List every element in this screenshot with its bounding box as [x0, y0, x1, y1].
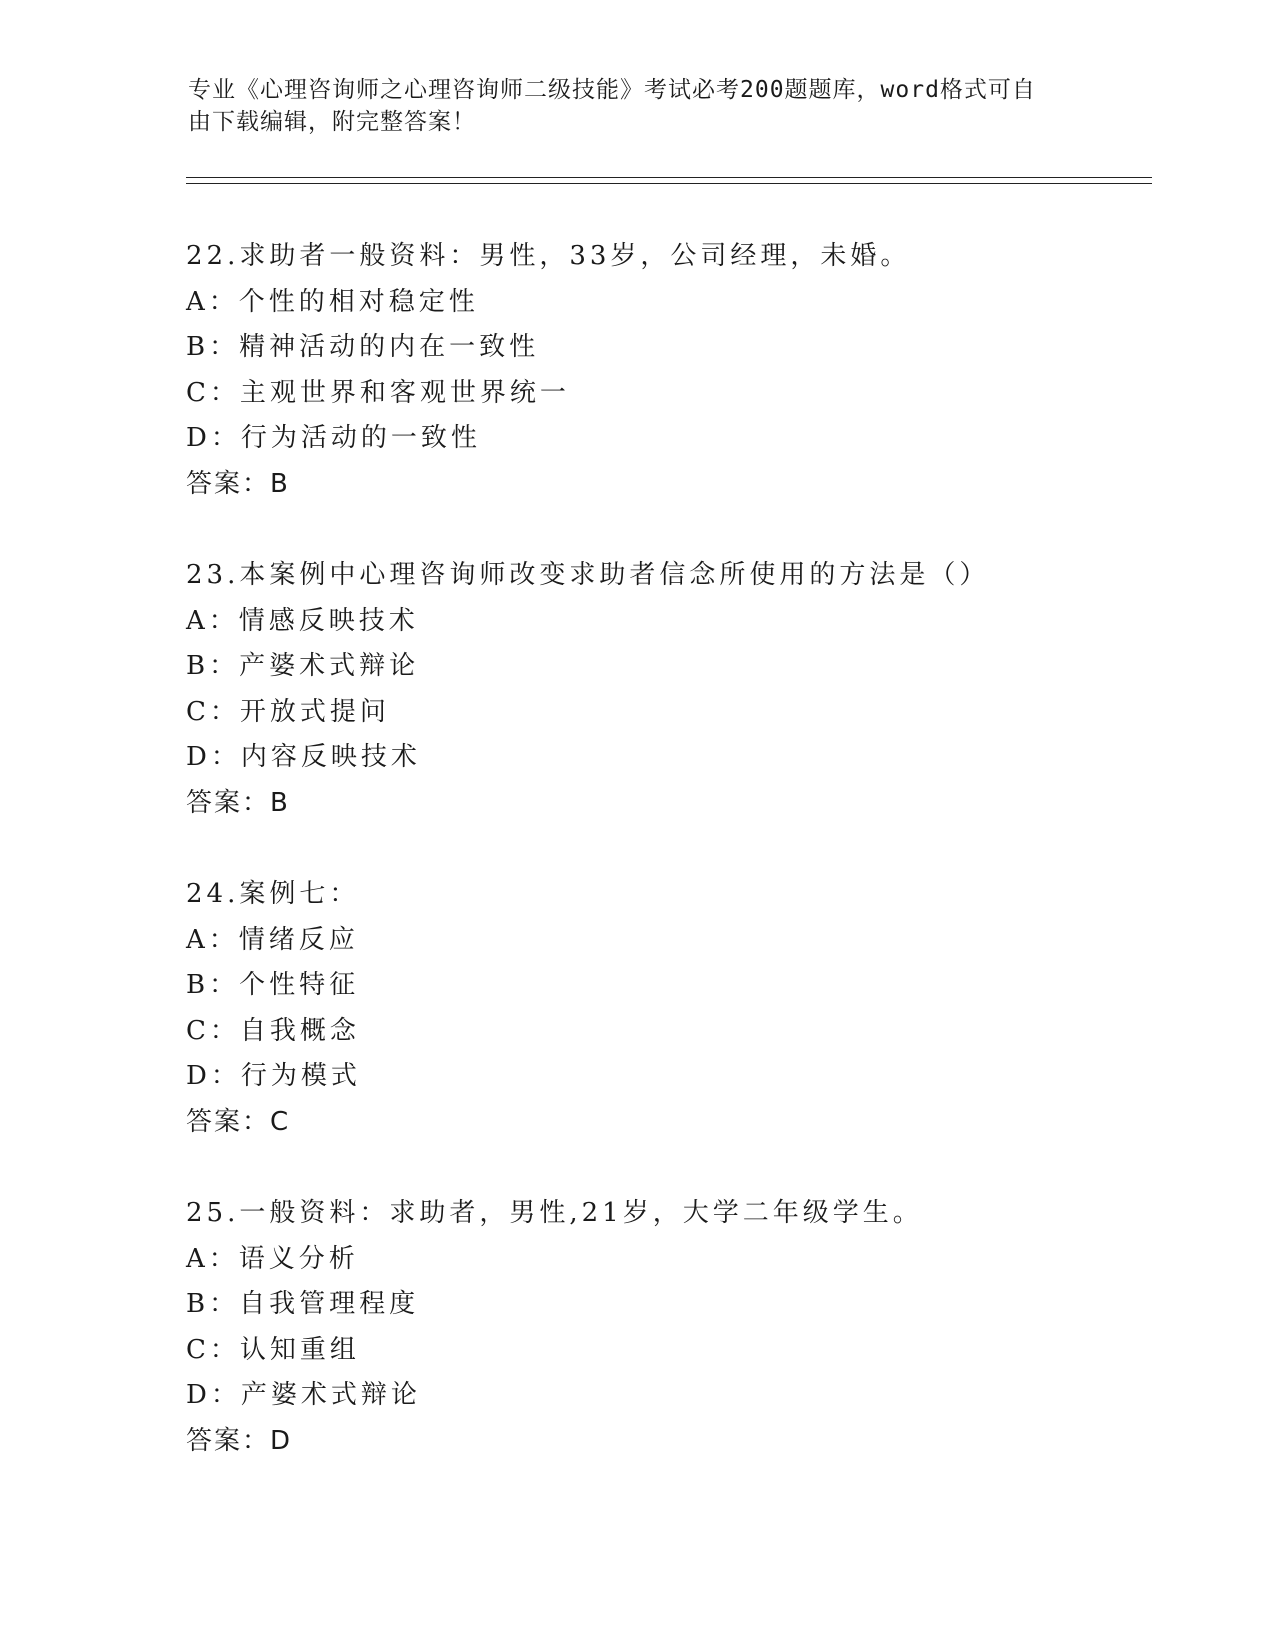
question-stem: 22.求助者一般资料：男性，33岁，公司经理，未婚。: [186, 241, 911, 271]
option-b: B：产婆术式辩论: [186, 651, 420, 681]
answer-line: 答案：B: [186, 468, 290, 499]
option-a: A：情绪反应: [186, 924, 359, 955]
option-b: B：个性特征: [186, 970, 360, 1000]
header-line-1: 专业《心理咨询师之心理咨询师二级技能》考试必考200题题库，word格式可自: [188, 77, 1036, 103]
option-d: D：内容反映技术: [186, 742, 421, 772]
question-stem: 25.一般资料：求助者，男性,21岁，大学二年级学生。: [186, 1198, 923, 1228]
option-b: B：自我管理程度: [186, 1289, 420, 1319]
option-d: D：行为模式: [186, 1061, 361, 1091]
option-c: C：主观世界和客观世界统一: [186, 377, 570, 408]
option-c: C：认知重组: [186, 1334, 360, 1365]
option-c: C：开放式提问: [186, 696, 390, 727]
question-25: [186, 1191, 1166, 1464]
question-stem: 23.本案例中心理咨询师改变求助者信念所使用的方法是（）: [186, 560, 990, 590]
answer-line: 答案：B: [186, 787, 290, 818]
question-stem: 24.案例七：: [186, 879, 360, 909]
header-line-2: 由下载编辑，附完整答案！: [188, 109, 476, 135]
option-d: D：产婆术式辩论: [186, 1380, 421, 1410]
option-b: B：精神活动的内在一致性: [186, 332, 540, 362]
header-divider-bottom: [186, 183, 1152, 184]
answer-line: 答案：C: [186, 1106, 291, 1137]
header-divider-top: [186, 177, 1152, 178]
option-a: A：情感反映技术: [186, 605, 419, 636]
question-22: [186, 234, 1166, 507]
option-a: A：个性的相对稳定性: [186, 286, 479, 317]
question-24: [186, 872, 1166, 1145]
document-header: [188, 74, 1068, 138]
question-23: [186, 553, 1166, 826]
option-a: A：语义分析: [186, 1243, 359, 1274]
answer-line: 答案：D: [186, 1425, 293, 1456]
option-c: C：自我概念: [186, 1015, 360, 1046]
option-d: D：行为活动的一致性: [186, 423, 481, 453]
